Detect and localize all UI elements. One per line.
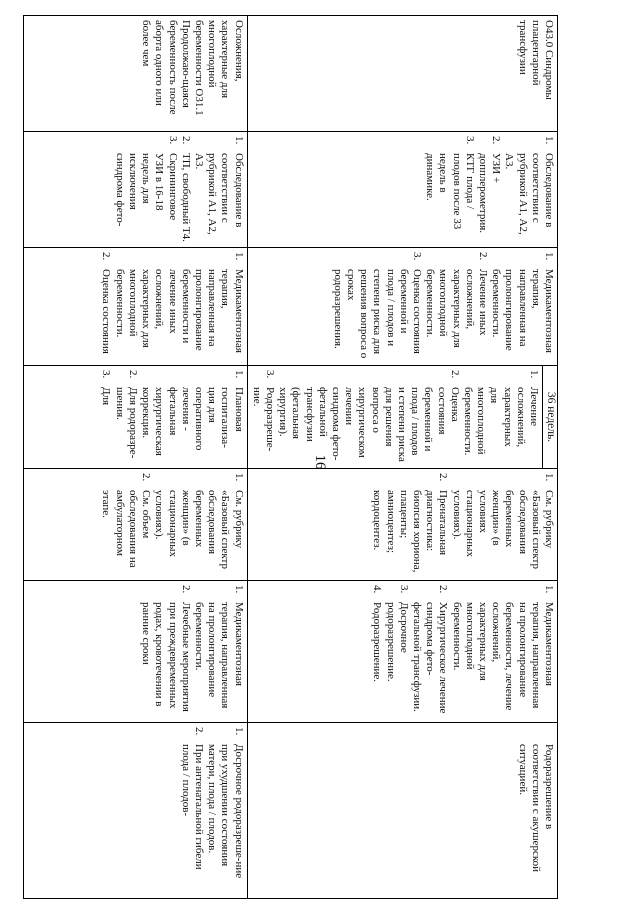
list-item [449,473,555,576]
list-item-text: УЗИ + допплерометрия. [476,153,503,234]
list-item [113,136,179,243]
list-item-text: Оценка состояния беременной и плода / плодов и степени риска для решения вопроса о хирургическом лечении синдрома фето-фетальной трансфузии (фетальная хирургия). [277,387,461,462]
list-item-number: 2. [437,473,450,482]
examination-lvl3-cell [23,469,247,581]
list-item [99,473,152,576]
list-item [192,136,245,243]
list-item [476,136,502,243]
list-item [113,252,245,361]
treatment-lvl3-cell [23,581,247,723]
list-item-text: Медикаментозная терапия, направленная на пролонгирование беременности, лечение осложнений, характерных для многоплодной беременности. [450,602,555,711]
list-item-text: Досрочное родоразрешение. [384,602,410,682]
list-item-number: 1. [543,136,555,145]
list-item-number: 2. [179,585,192,594]
list-item [179,727,205,894]
list-item-text: Родоразрешение. [371,602,384,682]
list-item-text: Лечебные мероприятия при преждевременных родах, кровотечении в ранние сроки [140,602,192,712]
list-item-number: 1. [232,585,245,594]
treatment-lvl2-cell [23,366,247,469]
list-item-number: 2. [448,370,461,379]
list-item [139,370,245,464]
list-item-number: 3. [263,370,276,379]
table-row [23,16,247,899]
list-item [515,727,555,894]
list-item [383,585,409,718]
treatment-lvl1-cell [247,248,557,366]
list-item-number: 2. [100,252,113,261]
list-item-text: Лечение иных осложнений, характерных для многоплодной беременности. [424,269,489,348]
delivery-cell [247,723,557,899]
list-item-number: 2. [126,370,139,379]
list-item [423,136,476,243]
list-item-text: См. рубрику «Базовый спектр обследования беременных женщин» (в стационарных условиях). [153,490,245,569]
diagnosis-cell: О43.0 Синдромы плацентарной трансфузии [247,16,557,132]
list-item-text: Медикаментозная терапия, направленная на пролонгирование беременности. [192,602,245,709]
list-item [410,585,450,718]
list-item-number: 1. [543,473,555,482]
list-item-text: Плановая госпитализа-ция для оперативного лечения - фетальная хирургическая коррекция. [140,387,245,456]
list-item [205,727,245,894]
list-item [370,585,383,718]
list-item-text: См. объем обследования на амбулаторном этапе. [100,490,153,568]
list-item [99,370,112,464]
list-item [192,585,245,718]
list-item [113,370,139,464]
list-item-text: При антенатальной гибели плода / плодов- [179,744,205,870]
list-item-text: Обследование в соответствии с рубрикой А1, А2, А3. [503,153,555,235]
diagnosis-cell: Осложнения, характерные для многоплодной беременности О31.1 Продолжаю-щаяся беременность после аборта одного или более чем [23,16,247,132]
list-item-text: ТП, свободный Т4. [179,153,192,242]
list-item-number [515,727,555,744]
list-item-text: Досрочное родоразреше-ние при ухудшении состояния матери, плода / плодов. [206,744,245,879]
list-item-text: Оценка состояния беременной и плода / плодов и степени риска для решения вопроса о сроках родоразрешения. [331,269,423,359]
list-item [152,473,244,576]
list-item-text: Пренатальная диагностика: биопсия хориона, плаценты; амниоцентез; кордоцентез. [371,490,450,573]
list-item-number: 2. [192,727,205,736]
list-item-text: Обследование в соответствии с рубрикой А1, А2, А3. [192,153,245,235]
list-item [139,585,192,718]
list-item-text: Медикаментозная терапия, направленная на пролонгирование беременности. [490,269,555,353]
list-item-number: 3. [410,252,423,261]
list-item-text: Хирургическое лечение синдрома фето-фетальной трансфузии. [410,602,450,714]
list-item-text: КТГ плода / плодов после 33 недель в динамике. [424,153,476,230]
list-item [276,370,461,464]
list-item-number: 2. [476,252,489,261]
delivery-cell [23,723,247,899]
list-item-text: Скрининговое УЗИ в 16-18 недель для исключения синдрома фето- [113,153,179,227]
list-item-number: 1. [232,370,245,379]
list-item-number: 2. [437,585,450,594]
examination-lvl3-cell [247,469,557,581]
list-item [179,136,192,243]
list-item-text: См. рубрику «Базовый спектр обследования беременных женщин» (в условиях стационарных условиях). [450,490,555,569]
list-item-text: Лечение осложнений, характерных для многоплодной беременности. [461,387,540,456]
list-item-text: Оценка состояния [100,269,113,354]
treatment-lvl2-cell [247,366,542,469]
list-item [331,252,423,361]
examination-cell [247,132,557,248]
list-item-number: 2. [179,136,192,145]
list-item-text: Родоразрешение в соответствии с акушерской ситуацией. [516,744,555,873]
clinical-table-sheet [100,15,558,898]
list-item-number: 3. [100,370,113,379]
clinical-table [23,15,558,899]
list-item-number: 1. [232,473,245,482]
list-item [250,370,276,464]
list-item-number: 1. [232,136,245,145]
list-item [449,585,555,718]
list-item [423,252,489,361]
page-number: 16 [312,454,328,470]
list-item [99,252,112,361]
list-item-number: 3. [166,136,179,145]
list-item [489,252,555,361]
list-item-text: Родоразреше-ние. [250,387,276,452]
list-item-number: 1. [232,252,245,261]
section-label: 36 недель. [543,366,558,469]
list-item [461,370,540,464]
list-item-number: 2. [490,136,503,145]
list-item-text: Для родоразре-шения. [113,387,139,459]
list-item-number: 3. [397,585,410,594]
list-item-number: 2. [140,473,153,482]
examination-cell [23,132,247,248]
list-item-text: Медикаментозная терапия, направленная на пролонгирование беременности и лечение иных осложнений, характерных для многоплодной беременности. [113,269,245,353]
list-item-number: 3. [463,136,476,145]
list-item-number: 1. [543,252,555,261]
list-item-number: 1. [528,370,540,379]
list-item [502,136,555,243]
treatment-lvl3-cell [247,581,557,723]
list-item-number: 1. [543,585,555,594]
treatment-lvl1-cell [23,248,247,366]
list-item-text: Для [100,387,113,406]
list-item [370,473,449,576]
list-item-number: 1. [232,727,245,736]
list-item-number: 4. [371,585,384,594]
table-row [543,16,558,899]
